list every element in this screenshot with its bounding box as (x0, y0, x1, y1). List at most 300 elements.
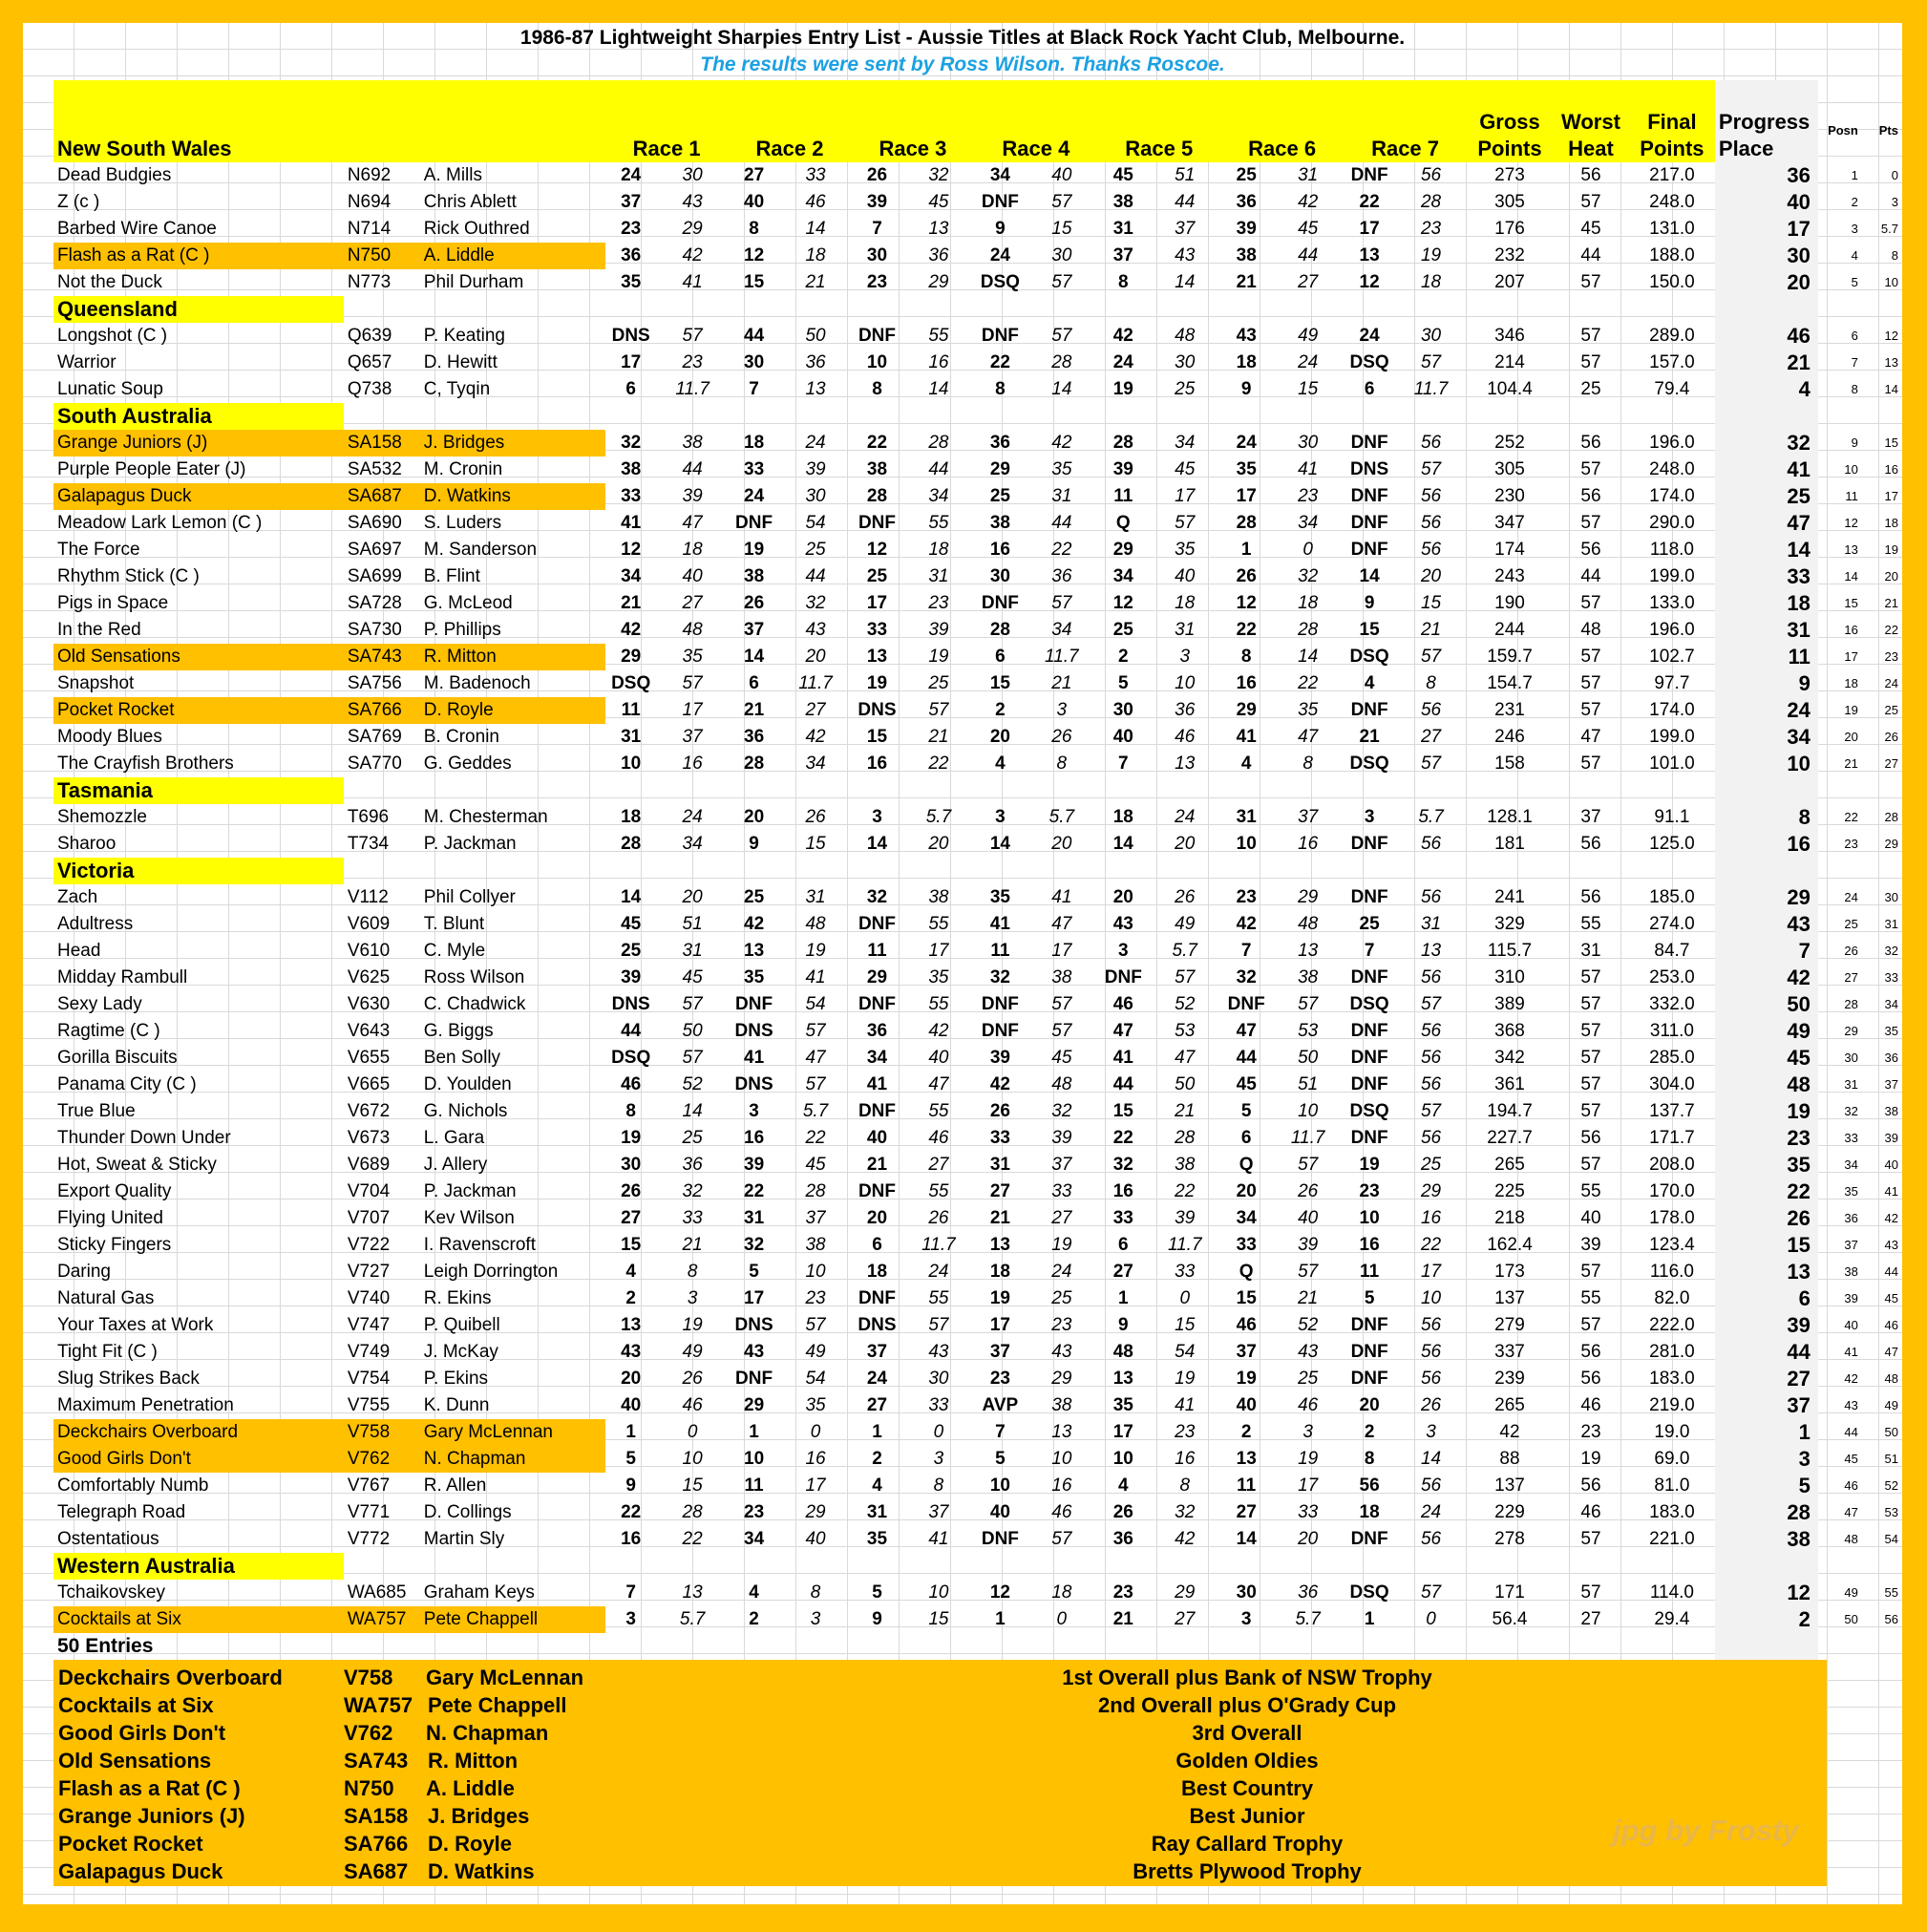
final-points: 217.0 (1649, 165, 1695, 185)
race-points: 43 (928, 1342, 949, 1362)
empty-cell (605, 403, 657, 430)
skipper-name: P. Keating (423, 326, 506, 346)
gross-points: 368 (1494, 1021, 1525, 1041)
race-result: 3 (749, 1101, 759, 1121)
empty-cell (657, 777, 729, 804)
worst-heat: 56 (1580, 1342, 1601, 1362)
race-result: 10 (1236, 834, 1257, 854)
worst-heat: 57 (1580, 1155, 1601, 1175)
empty-cell (729, 296, 780, 323)
race-result: 13 (989, 1235, 1010, 1255)
sail-number: T696 (347, 807, 390, 827)
race-result: 15 (621, 1235, 642, 1255)
race-result: 11 (1360, 1262, 1380, 1282)
empty-cell (1220, 296, 1272, 323)
worst-heat: 55 (1580, 1288, 1601, 1308)
progress-place: 31 (1715, 617, 1818, 644)
sail-number: V673 (347, 1128, 391, 1148)
progress-place: 46 (1715, 323, 1818, 350)
award-skipper: D. Royle (428, 1832, 513, 1856)
table-row (53, 1312, 1902, 1339)
race-points: 42 (682, 245, 703, 265)
race-points: 46 (1051, 1502, 1072, 1522)
race-points: 27 (805, 700, 826, 720)
skipper-name: P. Jackman (423, 1181, 517, 1201)
race-points: 50 (1175, 1074, 1196, 1094)
race-result: 41 (1112, 1048, 1133, 1068)
pts-value: 30 (1884, 890, 1898, 904)
race-result: 29 (1236, 700, 1257, 720)
race-result: 31 (621, 727, 642, 747)
skipper-name: K. Dunn (423, 1395, 490, 1415)
race-points: 0 (687, 1422, 698, 1442)
race-result: 37 (621, 192, 642, 212)
race-points: 15 (1175, 1315, 1196, 1335)
progress-place: 7 (1715, 938, 1818, 965)
race-result: DNF (1350, 165, 1388, 185)
state-header: Western Australia (53, 1553, 344, 1580)
empty-cell (657, 858, 729, 884)
worst-heat: 27 (1580, 1609, 1601, 1629)
final-points: 183.0 (1649, 1369, 1695, 1389)
empty-cell (974, 403, 1026, 430)
race-result: 18 (1359, 1502, 1380, 1522)
race-points: 32 (682, 1181, 703, 1201)
race-result: 10 (1112, 1449, 1133, 1469)
gross-points: 181 (1494, 834, 1525, 854)
race-points: 46 (928, 1128, 949, 1148)
empty-cell (605, 858, 657, 884)
empty-cell (1220, 1633, 1272, 1660)
empty-cell (1149, 1553, 1220, 1580)
sail-number: V630 (347, 994, 391, 1014)
race-points: 29 (682, 219, 703, 239)
award-sail: SA687 (344, 1859, 409, 1883)
empty-cell (1026, 1553, 1097, 1580)
race-points: 11.7 (921, 1235, 956, 1255)
race-points: 35 (928, 967, 949, 987)
race-points: 11.7 (675, 379, 709, 399)
sail-number: V755 (347, 1395, 391, 1415)
race-header: Race 3 (851, 80, 974, 162)
empty-cell (1026, 296, 1097, 323)
posn-value: 3 (1851, 222, 1858, 236)
race-result: 40 (989, 1502, 1010, 1522)
posn-value: 15 (1844, 596, 1858, 610)
race-result: 42 (1112, 326, 1133, 346)
empty-cell (605, 296, 657, 323)
pts-value: 25 (1884, 703, 1898, 717)
race-points: 50 (1298, 1048, 1319, 1068)
race-points: 17 (1298, 1476, 1319, 1496)
race-points: 50 (805, 326, 826, 346)
gross-points: 158 (1494, 754, 1525, 774)
race-points: 0 (810, 1422, 821, 1442)
posn-value: 17 (1844, 649, 1858, 664)
race-result: 28 (866, 486, 888, 506)
race-points: 31 (1175, 620, 1196, 640)
race-result: 21 (1112, 1609, 1133, 1629)
race-points: 28 (1420, 192, 1442, 212)
skipper-name: Pete Chappell (420, 1606, 605, 1633)
pts-value: 23 (1884, 649, 1898, 664)
race-result: 33 (1112, 1208, 1133, 1228)
race-result: 36 (621, 245, 642, 265)
race-result: 31 (866, 1502, 888, 1522)
final-points: 304.0 (1649, 1074, 1695, 1094)
skipper-name: C, Tyqin (423, 379, 491, 399)
race-result: 29 (744, 1395, 765, 1415)
race-result: 10 (1359, 1208, 1380, 1228)
race-points: 30 (1051, 245, 1072, 265)
boat-name: Natural Gas (57, 1288, 155, 1308)
progress-place: 40 (1715, 189, 1818, 216)
table-row (53, 724, 1902, 751)
pts-value: 42 (1884, 1211, 1898, 1225)
race-result: Q (1239, 1262, 1254, 1282)
award-row (53, 1774, 1827, 1802)
race-result: 15 (744, 272, 765, 292)
race-points: 38 (805, 1235, 826, 1255)
race-points: 56 (1420, 887, 1442, 907)
race-points: 3 (1056, 700, 1068, 720)
race-points: 22 (1051, 540, 1072, 560)
race-points: 57 (1298, 994, 1319, 1014)
race-result: 8 (872, 379, 882, 399)
skipper-name: C. Chadwick (423, 994, 526, 1014)
race-result: DNS (734, 1021, 773, 1041)
empty-cell (1026, 403, 1097, 430)
race-points: 20 (1051, 834, 1072, 854)
posn-value: 8 (1851, 382, 1858, 396)
race-points: 19 (1420, 245, 1442, 265)
empty-cell (1818, 403, 1862, 430)
race-result: 20 (866, 1208, 888, 1228)
pts-value: 43 (1884, 1238, 1898, 1252)
race-result: 35 (989, 887, 1010, 907)
posn-value: 44 (1844, 1425, 1858, 1439)
race-result: 24 (989, 245, 1010, 265)
posn-value: 20 (1844, 730, 1858, 744)
race-result: 2 (1364, 1422, 1375, 1442)
empty-cell (344, 858, 420, 884)
race-points: 44 (1175, 192, 1196, 212)
race-points: 29 (805, 1502, 826, 1522)
final-header (1629, 80, 1715, 162)
race-points: 22 (805, 1128, 826, 1148)
race-result: 28 (621, 834, 642, 854)
header-row (53, 80, 1902, 162)
race-points: 49 (805, 1342, 826, 1362)
progress-place: 44 (1715, 1339, 1818, 1366)
boat-name: Pigs in Space (57, 593, 169, 613)
empty-cell (1272, 296, 1344, 323)
skipper-name: P. Quibell (423, 1315, 500, 1335)
posn-value: 19 (1844, 703, 1858, 717)
boat-name: Deckchairs Overboard (53, 1419, 344, 1446)
race-points: 19 (805, 941, 826, 961)
final-points: 19.0 (1654, 1422, 1690, 1442)
race-result: 12 (866, 540, 888, 560)
empty-cell (1467, 777, 1553, 804)
state-row (53, 296, 1902, 323)
race-result: 13 (1112, 1369, 1133, 1389)
empty-cell (902, 1633, 974, 1660)
gross-points: 173 (1494, 1262, 1525, 1282)
race-result: 16 (621, 1529, 642, 1549)
race-points: 55 (928, 1101, 949, 1121)
race-points: 11.7 (798, 673, 833, 693)
progress-place: 20 (1715, 269, 1818, 296)
skipper-name: M. Chesterman (423, 807, 548, 827)
race-result: 39 (1112, 459, 1133, 479)
empty-cell (1395, 296, 1467, 323)
gross-points: 279 (1494, 1315, 1525, 1335)
race-result: 21 (744, 700, 765, 720)
race-points: 44 (1051, 513, 1072, 533)
gross-points: 214 (1494, 352, 1525, 372)
race-points: 22 (1298, 673, 1319, 693)
skipper-name: D. Watkins (420, 483, 605, 510)
race-result: 30 (744, 352, 765, 372)
race-points: 3 (1302, 1422, 1313, 1442)
posn-value: 43 (1844, 1398, 1858, 1412)
race-points: 28 (805, 1181, 826, 1201)
final-points: 183.0 (1649, 1502, 1695, 1522)
pts-value: 55 (1884, 1585, 1898, 1600)
worst-heat: 57 (1580, 967, 1601, 987)
race-points: 40 (1175, 566, 1196, 586)
race-points: 56 (1420, 834, 1442, 854)
posn-value: 28 (1844, 997, 1858, 1011)
table-row (53, 1178, 1902, 1205)
boat-name: Head (57, 941, 101, 961)
race-points: 36 (682, 1155, 703, 1175)
race-points: 21 (1051, 673, 1072, 693)
race-points: 30 (1420, 326, 1442, 346)
final-points: 150.0 (1649, 272, 1695, 292)
award-name: Best Country (1180, 1776, 1314, 1800)
race-result: 17 (621, 352, 642, 372)
state-header: New South Wales (53, 80, 344, 162)
empty-cell (1629, 403, 1715, 430)
race-points: 36 (1298, 1582, 1319, 1603)
race-points: 13 (805, 379, 826, 399)
table-row (53, 670, 1902, 697)
table-row (53, 804, 1902, 831)
race-result: 42 (989, 1074, 1010, 1094)
race-result: 14 (621, 887, 642, 907)
race-points: 17 (805, 1476, 826, 1496)
gross-points: 174 (1494, 540, 1525, 560)
skipper-name: P. Jackman (423, 834, 517, 854)
race-points: 30 (682, 165, 703, 185)
progress-place: 14 (1715, 537, 1818, 563)
progress-place: 8 (1715, 804, 1818, 831)
race-points: 3 (1179, 647, 1191, 667)
gross-points: 265 (1494, 1155, 1525, 1175)
pts-value: 20 (1884, 569, 1898, 584)
table-row (53, 510, 1902, 537)
worst-heat: 57 (1580, 994, 1601, 1014)
race-points: 56 (1420, 1021, 1442, 1041)
race-points: 54 (805, 1369, 826, 1389)
race-points: 8 (933, 1476, 944, 1496)
worst-heat: 57 (1580, 673, 1601, 693)
boat-name: Thunder Down Under (57, 1128, 231, 1148)
table-row (53, 1285, 1902, 1312)
gross-header (1467, 80, 1553, 162)
race-header: Race 4 (974, 80, 1097, 162)
race-result: 3 (1118, 941, 1129, 961)
race-points: 20 (1175, 834, 1196, 854)
race-result: 9 (1364, 593, 1375, 613)
empty-cell (344, 296, 420, 323)
gross-points: 329 (1494, 914, 1525, 934)
race-result: 19 (744, 540, 765, 560)
pts-value: 41 (1884, 1184, 1898, 1199)
race-result: 39 (621, 967, 642, 987)
race-result: 25 (866, 566, 888, 586)
posn-value: 24 (1844, 890, 1858, 904)
race-points: 56 (1420, 1074, 1442, 1094)
race-result: 25 (1236, 165, 1257, 185)
race-points: 16 (1175, 1449, 1196, 1469)
race-result: 26 (989, 1101, 1010, 1121)
posn-value: 16 (1844, 623, 1858, 637)
race-result: 2 (872, 1449, 882, 1469)
award-name: 3rd Overall (1192, 1721, 1302, 1745)
race-points: 38 (1051, 1395, 1072, 1415)
race-points: 37 (682, 727, 703, 747)
race-result: 20 (989, 727, 1010, 747)
final-points: 174.0 (1649, 700, 1695, 720)
race-result: 40 (744, 192, 765, 212)
race-result: 40 (621, 1395, 642, 1415)
boat-name: Barbed Wire Canoe (57, 219, 217, 239)
pts-value: 27 (1884, 756, 1898, 771)
empty-cell (1818, 777, 1862, 804)
race-result: 29 (866, 967, 888, 987)
empty-cell (1097, 858, 1149, 884)
race-result: 17 (989, 1315, 1010, 1335)
progress-place: 9 (1715, 670, 1818, 697)
table-row (53, 991, 1902, 1018)
race-result: 11 (1113, 486, 1133, 506)
empty-cell (729, 777, 780, 804)
worst-heat: 56 (1580, 1128, 1601, 1148)
table-row (53, 1098, 1902, 1125)
pts-value: 34 (1884, 997, 1898, 1011)
race-points: 57 (1420, 647, 1442, 667)
empty-cell (851, 1553, 902, 1580)
gross-points: 265 (1494, 1395, 1525, 1415)
empty-cell (1715, 1553, 1818, 1580)
posn-value: 36 (1844, 1211, 1858, 1225)
race-points: 10 (928, 1582, 949, 1603)
race-result: 14 (744, 647, 765, 667)
final-points: 221.0 (1649, 1529, 1695, 1549)
race-result: 15 (866, 727, 888, 747)
skipper-name: G. Geddes (423, 754, 512, 774)
race-points: 8 (1056, 754, 1068, 774)
pts-value: 56 (1884, 1612, 1898, 1626)
worst-heat: 57 (1580, 272, 1601, 292)
sail-number: SA697 (347, 540, 402, 560)
pts-value: 29 (1884, 837, 1898, 851)
race-points: 47 (1298, 727, 1319, 747)
empty-cell (729, 403, 780, 430)
race-result: DNF (1350, 887, 1388, 907)
empty-cell (1149, 858, 1220, 884)
race-points: 49 (682, 1342, 703, 1362)
table-row (53, 350, 1902, 376)
worst-heat: 56 (1580, 1476, 1601, 1496)
race-points: 20 (928, 834, 949, 854)
award-skipper: A. Liddle (426, 1776, 515, 1800)
empty-cell (902, 1553, 974, 1580)
pts-value: 19 (1884, 542, 1898, 557)
progress-place: 39 (1715, 1312, 1818, 1339)
posn-value: 4 (1851, 248, 1858, 263)
gross-points: 128.1 (1487, 807, 1533, 827)
race-result: 28 (1236, 513, 1257, 533)
boat-name: Not the Duck (57, 272, 162, 292)
race-points: 31 (682, 941, 703, 961)
table-row (53, 697, 1902, 724)
final-points: 137.7 (1649, 1101, 1695, 1121)
race-result: 33 (744, 459, 765, 479)
gross-points: 347 (1494, 513, 1525, 533)
race-points: 49 (1175, 914, 1196, 934)
race-points: 14 (805, 219, 826, 239)
empty-cell (1149, 403, 1220, 430)
race-result: 21 (1236, 272, 1257, 292)
race-points: 29 (1298, 887, 1319, 907)
worst-heat: 57 (1580, 647, 1601, 667)
progress-place: 25 (1715, 483, 1818, 510)
final-points: 171.7 (1649, 1128, 1695, 1148)
empty-cell (1715, 296, 1818, 323)
race-points: 32 (1051, 1101, 1072, 1121)
progress-place: 43 (1715, 911, 1818, 938)
race-points: 13 (1420, 941, 1442, 961)
sail-number: V754 (347, 1369, 391, 1389)
race-result: 39 (866, 192, 888, 212)
race-points: 27 (1298, 272, 1319, 292)
empty-cell (1344, 1553, 1395, 1580)
race-result: 30 (989, 566, 1010, 586)
posn-value: 47 (1844, 1505, 1858, 1519)
race-points: 29 (1175, 1582, 1196, 1603)
boat-name: Maximum Penetration (57, 1395, 234, 1415)
final-points: 289.0 (1649, 326, 1695, 346)
race-points: 40 (1051, 165, 1072, 185)
final-points: 81.0 (1654, 1476, 1690, 1496)
posn-value: 42 (1844, 1371, 1858, 1386)
race-result: 56 (1359, 1476, 1380, 1496)
race-result: 15 (1359, 620, 1380, 640)
gross-points: 361 (1494, 1074, 1525, 1094)
race-result: 5 (872, 1582, 882, 1603)
final-points: 196.0 (1649, 620, 1695, 640)
race-points: 47 (928, 1074, 949, 1094)
empty-cell (1862, 858, 1902, 884)
race-points: 17 (928, 941, 949, 961)
race-result: 4 (625, 1262, 636, 1282)
gross-points: 88 (1499, 1449, 1520, 1469)
race-result: 3 (995, 807, 1006, 827)
